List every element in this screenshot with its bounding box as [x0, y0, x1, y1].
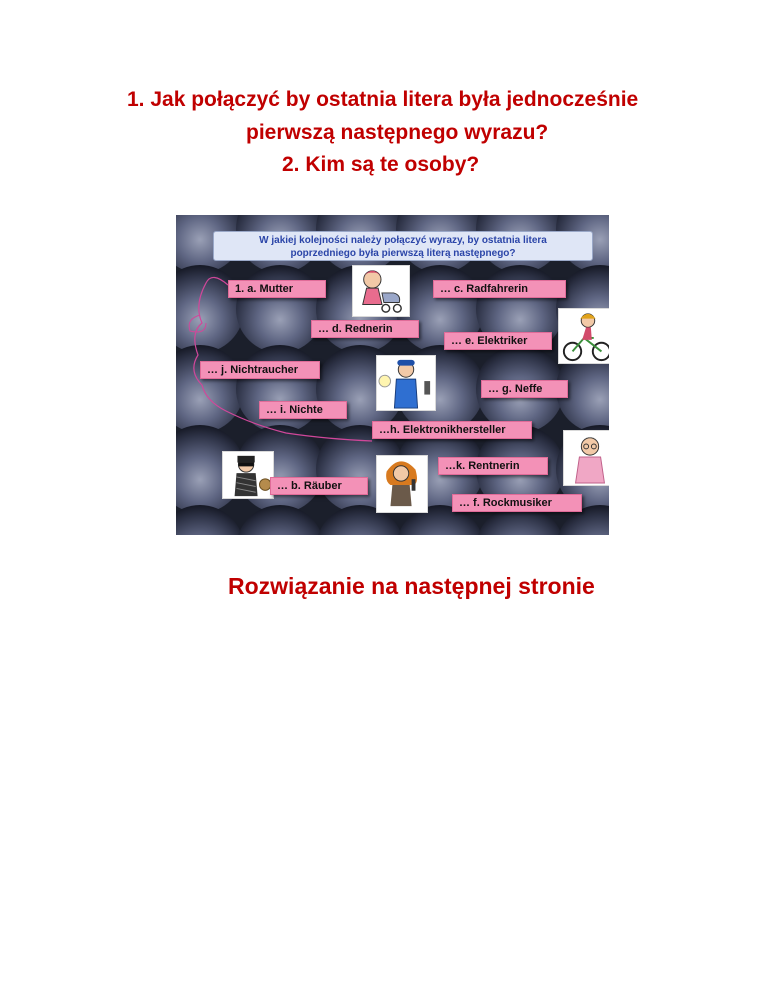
mother-with-pram-icon	[352, 265, 410, 317]
old-woman-icon	[563, 430, 609, 486]
instruction-line-1: W jakiej kolejności należy połączyć wyrazy, by ostatnia litera	[259, 235, 547, 246]
word-elektronikhersteller[interactable]: …h. Elektronikhersteller	[372, 421, 532, 439]
word-nichte[interactable]: … i. Nichte	[259, 401, 347, 419]
solution-note: Rozwiązanie na następnej stronie	[228, 573, 595, 599]
cyclist-icon	[558, 308, 609, 364]
question-1-line-2: pierwszą następnego wyrazu?	[246, 121, 549, 144]
word-nichtraucher[interactable]: … j. Nichtraucher	[200, 361, 320, 379]
word-rednerin[interactable]: … d. Rednerin	[311, 320, 419, 338]
word-rentnerin[interactable]: …k. Rentnerin	[438, 457, 548, 475]
electrician-icon	[376, 355, 436, 411]
instruction-line-2: poprzedniego była pierwszą literą następnego?	[290, 248, 516, 259]
question-2: 2. Kim są te osoby?	[282, 153, 480, 176]
word-mutter[interactable]: 1. a. Mutter	[228, 280, 326, 298]
word-elektriker[interactable]: … e. Elektriker	[444, 332, 552, 350]
word-raeuber[interactable]: … b. Räuber	[270, 477, 368, 495]
exercise-slide	[176, 215, 609, 535]
word-radfahrerin[interactable]: … c. Radfahrerin	[433, 280, 566, 298]
burglar-icon	[222, 451, 274, 499]
question-1-line-1: 1. Jak połączyć by ostatnia litera była jednocześnie	[127, 88, 639, 111]
word-neffe[interactable]: … g. Neffe	[481, 380, 568, 398]
rock-singer-icon	[376, 455, 428, 513]
word-rockmusiker[interactable]: … f. Rockmusiker	[452, 494, 582, 512]
instruction-box	[213, 231, 593, 261]
